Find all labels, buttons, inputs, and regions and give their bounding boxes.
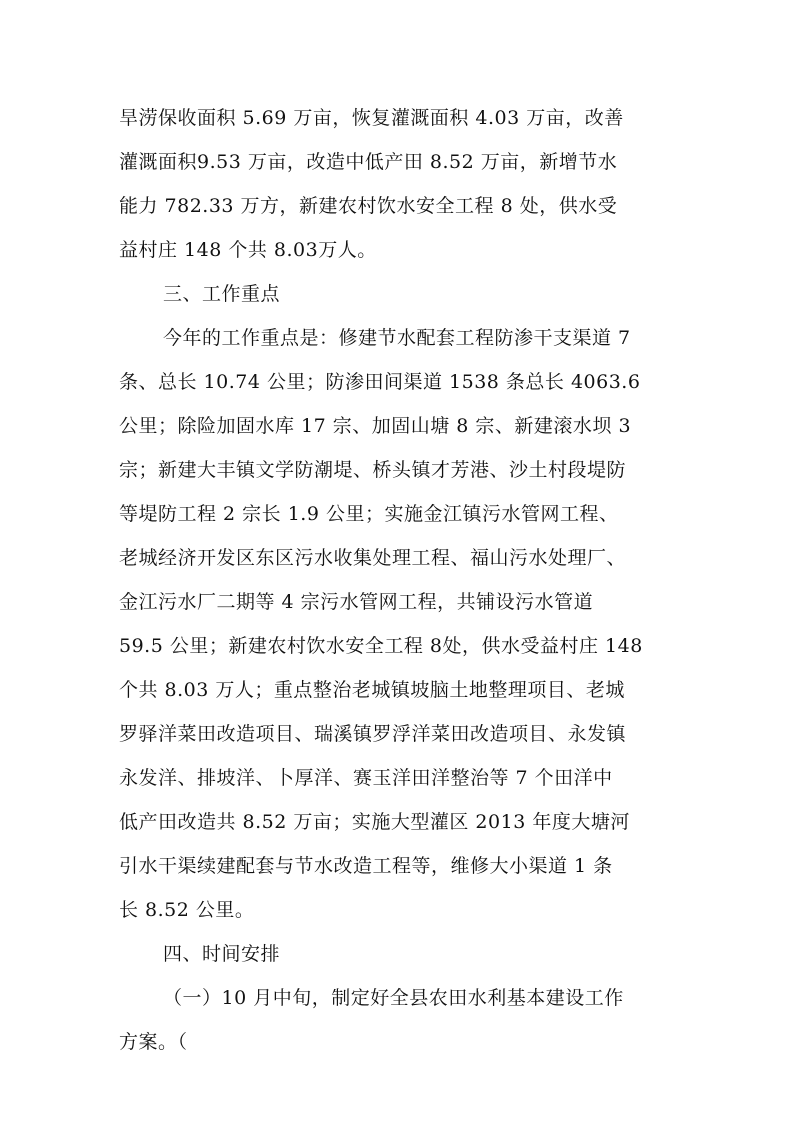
paragraph-line: 59.5 公里；新建农村饮水安全工程 8处，供水受益村庄 148 <box>119 635 643 657</box>
paragraph-line: 今年的工作重点是：修建节水配套工程防渗干支渠道 7 <box>163 327 631 349</box>
paragraph-line: 益村庄 148 个共 8.03万人。 <box>119 239 377 261</box>
paragraph-line: 引水干渠续建配套与节水改造工程等，维修大小渠道 1 条 <box>119 855 613 877</box>
section-heading: 四、时间安排 <box>163 943 281 965</box>
paragraph-line: 个共 8.03 万人；重点整治老城镇坡脑土地整理项目、老城 <box>119 679 625 701</box>
paragraph-line: 等堤防工程 2 宗长 1.9 公里；实施金江镇污水管网工程、 <box>119 503 619 525</box>
section-heading: 三、工作重点 <box>163 283 281 305</box>
paragraph-line: 公里；除险加固水库 17 宗、加固山塘 8 宗、新建滚水坝 3 <box>119 415 632 437</box>
paragraph-line: 灌溉面积9.53 万亩，改造中低产田 8.52 万亩，新增节水 <box>119 151 618 173</box>
paragraph-line: 罗驿洋菜田改造项目、瑞溪镇罗浮洋菜田改造项目、永发镇 <box>119 723 627 745</box>
paragraph-line: 长 8.52 公里。 <box>119 899 255 921</box>
paragraph-line: 旱涝保收面积 5.69 万亩，恢复灌溉面积 4.03 万亩，改善 <box>119 107 624 129</box>
paragraph-line: 宗；新建大丰镇文学防潮堤、桥头镇才芳港、沙土村段堤防 <box>119 459 627 481</box>
paragraph-line: 方案。（ <box>119 1031 188 1053</box>
paragraph-line: 老城经济开发区东区污水收集处理工程、福山污水处理厂、 <box>119 547 627 569</box>
paragraph-line: 能力 782.33 万方，新建农村饮水安全工程 8 处，供水受 <box>119 195 618 217</box>
paragraph-line: 低产田改造共 8.52 万亩；实施大型灌区 2013 年度大塘河 <box>119 811 630 833</box>
paragraph-line: （一）10 月中旬，制定好全县农田水利基本建设工作 <box>163 987 624 1009</box>
paragraph-line: 金江污水厂二期等 4 宗污水管网工程，共铺设污水管道 <box>119 591 594 613</box>
paragraph-line: 永发洋、排坡洋、卜厚洋、赛玉洋田洋整治等 7 个田洋中 <box>119 767 613 789</box>
paragraph-line: 条、总长 10.74 公里；防渗田间渠道 1538 条总长 4063.6 <box>119 371 641 393</box>
